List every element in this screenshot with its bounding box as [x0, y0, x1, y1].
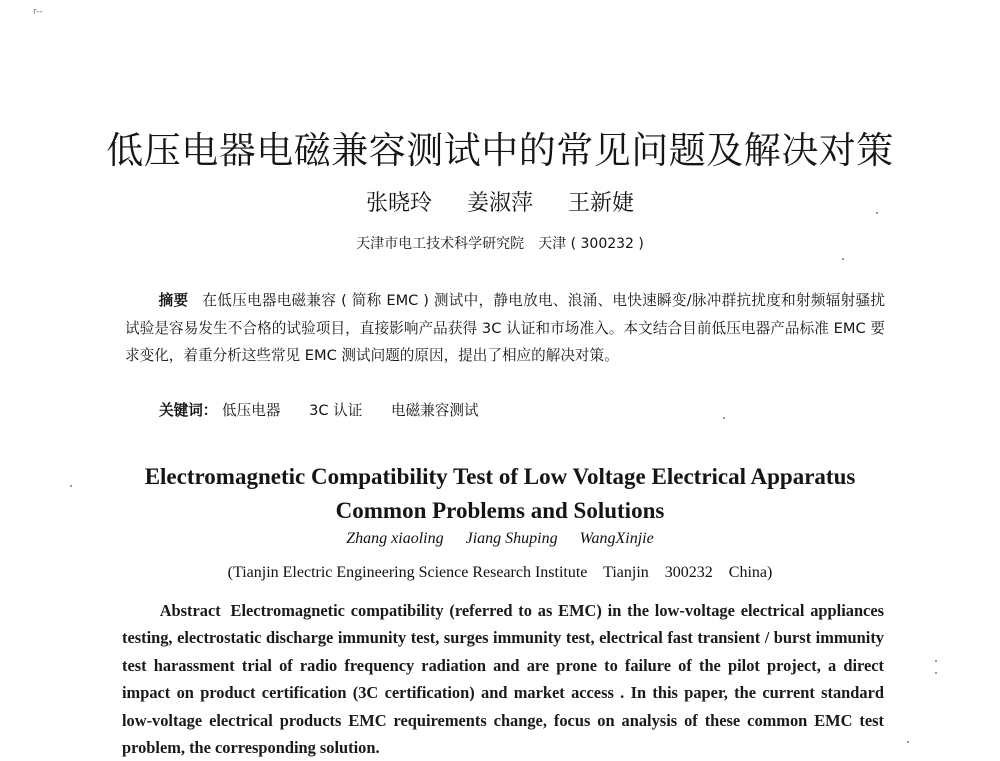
chinese-keyword: 3C 认证 — [309, 402, 363, 419]
chinese-abstract — [125, 287, 885, 370]
english-affiliation: (Tianjin Electric Engineering Science Research Institute Tianjin 300232 China) — [227, 564, 773, 581]
chinese-author: 姜淑萍 — [466, 191, 533, 216]
english-author: WangXinjie — [579, 530, 654, 547]
chinese-keywords-label: 关键词： — [159, 402, 218, 419]
chinese-author: 王新婕 — [568, 191, 635, 216]
english-title — [0, 460, 1000, 528]
scan-speck — [842, 258, 844, 260]
scan-speck — [935, 672, 937, 674]
scan-speck — [935, 660, 937, 662]
scan-speck — [876, 212, 878, 214]
english-author: Jiang Shuping — [465, 530, 558, 547]
chinese-keyword: 电磁兼容测试 — [391, 402, 479, 419]
english-abstract-text: Electromagnetic compatibility (referred to as EMC) in the low-voltage electrical appliances testing, electrostatic discharge immunity test, surges immunity test, electrical fast transient / burst immunity test harassment trial of radio frequency radiation and are prone to failure of the pilot project, a direct impact on product certification (3C certification) and market access . In this paper, the current standard low-voltage electrical products EMC requirements change, focus on analysis of these common EMC test problem, the corresponding solution. — [122, 601, 884, 758]
chinese-authors — [0, 186, 1000, 217]
scan-speck — [723, 417, 725, 419]
english-abstract-label: Abstract — [159, 601, 221, 620]
chinese-keywords — [159, 399, 503, 420]
chinese-affiliation: 天津市电工技术科学研究院 天津 ( 300232 ) — [356, 236, 644, 252]
english-authors — [0, 530, 1000, 548]
english-title-line2: Common Problems and Solutions — [335, 498, 665, 523]
english-abstract — [122, 597, 884, 761]
chinese-title: 低压电器电磁兼容测试中的常见问题及解决对策 — [106, 129, 894, 172]
chinese-abstract-text: 在低压电器电磁兼容 ( 简称 EMC ) 测试中，静电放电、浪涌、电快速瞬变/脉冲群抗扰度和射频辐射骚扰试验是容易发生不合格的试验项目，直接影响产品获得 3C 认证和市场准入。本文结合目前低压电器产品标准 EMC 要求变化，着重分析这些常见 EMC 测试问题的原因，提出了相应的解决对策。 — [125, 292, 885, 364]
corner-mark: r-- — [33, 7, 43, 17]
chinese-keyword: 低压电器 — [222, 402, 281, 419]
english-title-line1: Electromagnetic Compatibility Test of Low Voltage Electrical Apparatus — [144, 464, 856, 489]
scan-speck — [907, 741, 909, 743]
chinese-author: 张晓玲 — [365, 191, 432, 216]
chinese-abstract-label: 摘要 — [158, 292, 189, 309]
english-author: Zhang xiaoling — [346, 530, 444, 547]
scan-speck — [70, 485, 72, 487]
